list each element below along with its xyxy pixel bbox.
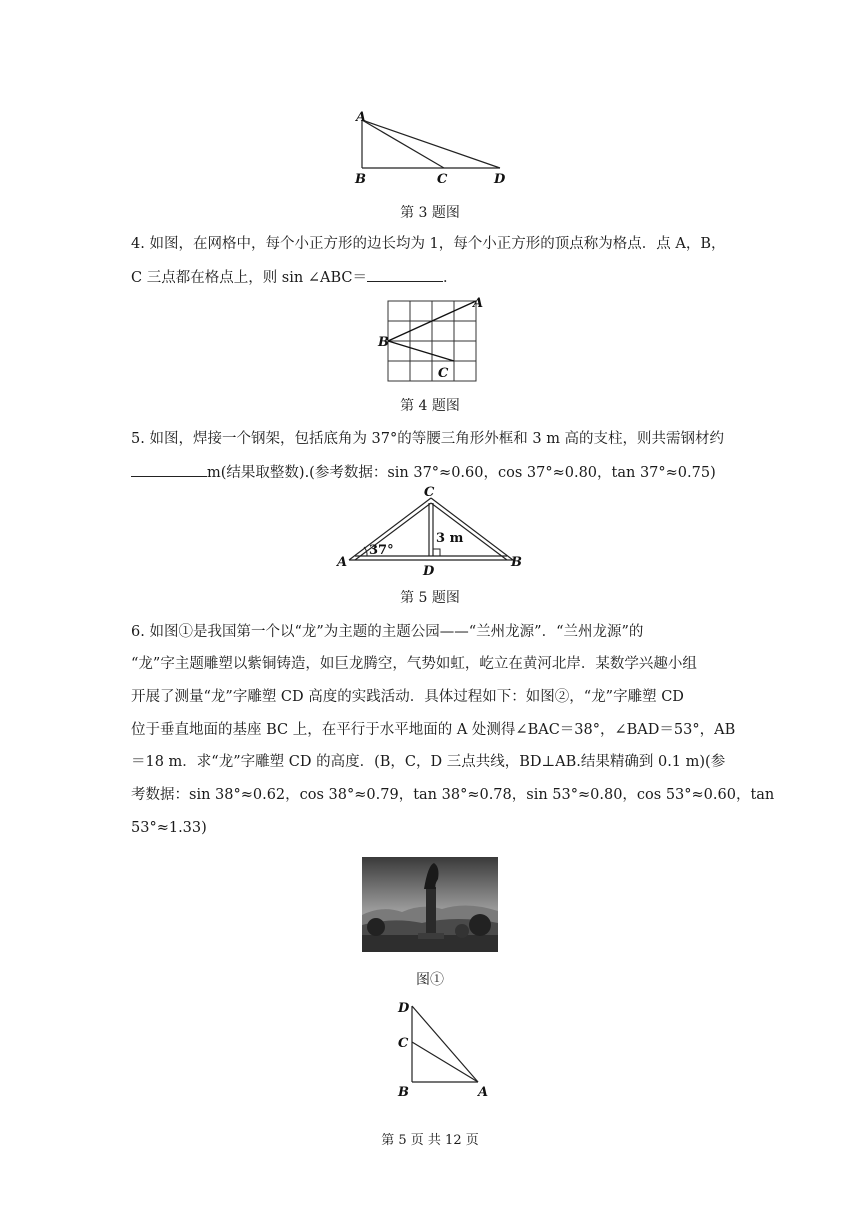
q5-line1: 5. 如图，焊接一个钢架，包括底角为 37°的等腰三角形外框和 3 m 高的支柱，则共需钢材约 <box>131 431 725 447</box>
q6-line6: 考数据：sin 38°≈0.62，cos 38°≈0.79，tan 38°≈0.78，sin 53°≈0.80，cos 53°≈0.60，tan <box>131 787 775 803</box>
q6-line4: 位于垂直地面的基座 BC 上，在平行于水平地面的 A 处测得∠BAC＝38°，∠BAD＝53°，AB <box>131 722 736 738</box>
fig2-label-d: D <box>398 1001 410 1016</box>
fig3-caption: 第 3 题图 <box>400 205 460 221</box>
q6-line3: 开展了测量“龙”字雕塑 CD 高度的实践活动．具体过程如下：如图②，“龙”字雕塑 CD <box>131 689 684 705</box>
q5-line2 <box>131 461 716 486</box>
q4-line2-text: C 三点都在格点上，则 sin ∠ABC＝ <box>131 270 367 286</box>
fig3-label-b: B <box>355 172 366 187</box>
fig4-caption: 第 4 题图 <box>400 398 460 414</box>
q5-answer-blank[interactable] <box>131 461 207 477</box>
fig5-angle-label: 37° <box>369 543 394 558</box>
fig4-label-b: B <box>378 335 389 350</box>
q5-line2-text: m(结果取整数).(参考数据：sin 37°≈0.60，cos 37°≈0.80，tan 37°≈0.75) <box>207 465 716 481</box>
fig3-diagram <box>340 108 520 188</box>
fig5-caption: 第 5 题图 <box>400 590 460 606</box>
q6-line1: 6. 如图①是我国第一个以“龙”为主题的主题公园——“兰州龙源”．“兰州龙源”的 <box>131 624 644 640</box>
fig3-label-c: C <box>437 172 448 187</box>
fig3-label-d: D <box>494 172 506 187</box>
fig5-label-c: C <box>424 485 435 500</box>
fig5-label-d: D <box>423 564 435 578</box>
fig1-caption: 图① <box>416 972 444 988</box>
fig5-truss-diagram <box>335 484 525 578</box>
sculpture-photo <box>362 857 498 952</box>
fig4-grid-diagram <box>372 295 492 387</box>
fig5-label-b: B <box>511 555 522 570</box>
fig5-label-a: A <box>337 555 348 570</box>
fig5-height-label: 3 m <box>436 531 464 546</box>
page-footer: 第 5 页 共 12 页 <box>381 1133 479 1148</box>
q4-line2 <box>131 266 457 291</box>
q6-line2: “龙”字主题雕塑以紫铜铸造，如巨龙腾空，气势如虹，屹立在黄河北岸．某数学兴趣小组 <box>131 656 697 672</box>
q6-line5: ＝18 m．求“龙”字雕塑 CD 的高度．(B，C，D 三点共线，BD⊥AB.结果精确到 0.1 m)(参 <box>131 754 726 770</box>
fig4-label-c: C <box>438 366 449 381</box>
q4-answer-blank[interactable] <box>367 266 443 282</box>
q6-line7: 53°≈1.33) <box>131 820 207 836</box>
fig2-label-a: A <box>478 1085 489 1100</box>
fig4-label-a: A <box>473 296 484 311</box>
q4-line2-end: ． <box>442 270 458 286</box>
fig2-label-b: B <box>398 1085 409 1100</box>
fig2-label-c: C <box>398 1036 409 1051</box>
q4-line1: 4. 如图，在网格中，每个小正方形的边长均为 1，每个小正方形的顶点称为格点．点 A，B， <box>131 236 726 252</box>
fig2-diagram <box>392 996 502 1102</box>
fig3-label-a: A <box>356 110 367 125</box>
